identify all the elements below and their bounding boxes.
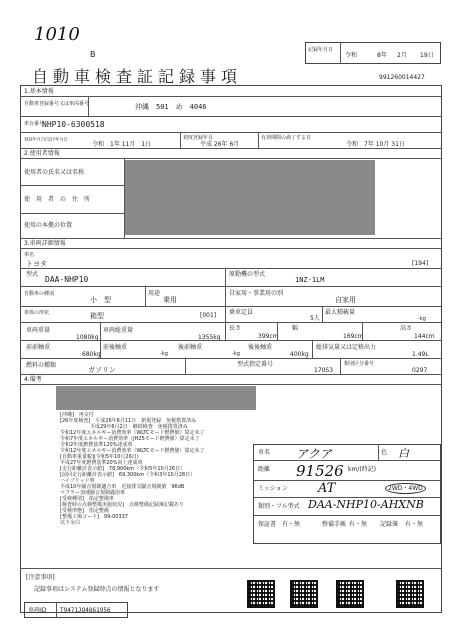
first-reg-value: 令和 1年 11月 1日 — [92, 141, 152, 148]
user-info-redaction — [125, 160, 375, 235]
expiry-label: 有効期間の満了する日 — [261, 135, 312, 141]
width-value: 169cm — [343, 333, 364, 340]
weight-value: 1080kg — [76, 334, 99, 341]
handwritten-number: 1010 — [34, 24, 80, 45]
chassis-label: 車台番号 — [24, 121, 45, 127]
fuel-value: ガソリン — [88, 366, 116, 374]
document-number: 991260014427 — [379, 74, 425, 81]
model-label: 型式 — [26, 271, 39, 278]
panel-model-label: 類別・フル型式 — [258, 503, 300, 510]
panel-warranty-value: 有・無 — [282, 521, 301, 528]
record-date-year: 8年 — [377, 52, 387, 59]
notice-text: 記録事項はシステム登録時点の情報となります — [34, 586, 160, 593]
remark-line: 平成29年6月2日 継続検査 免税措置済み — [60, 424, 188, 430]
record-date-era: 令和 — [345, 52, 358, 59]
panel-record-value: 有・無 — [405, 521, 424, 528]
fuel-label: 燃料の種類 — [26, 362, 57, 369]
length-label: 長さ — [229, 325, 242, 332]
qr-code — [290, 580, 318, 608]
gross-label: 車両総重量 — [103, 327, 134, 334]
panel-mileage-value: 91526 — [296, 462, 344, 480]
length-value: 399cm — [258, 333, 279, 340]
designation-label: 型式指定番号 — [237, 361, 274, 368]
remark-line: 令和12年度エネルギー消費効率（WLTCモード燃費値）算定未了 — [60, 430, 205, 436]
fr-axle-value: -kg — [160, 351, 168, 357]
remark-line: [沖縄] 再交付 — [60, 412, 94, 418]
remark-line: [受検形態] 指定整備 — [60, 508, 109, 514]
capacity-value: 5人 — [310, 315, 320, 322]
displacement-value: 1.49L — [412, 351, 429, 358]
remark-line: 以下余白 — [60, 520, 81, 526]
vehicle-id-label: 車両ID — [28, 607, 47, 614]
remarks-notes — [60, 412, 260, 526]
panel-warranty-label: 保証書 — [258, 521, 277, 528]
panel-model-value: DAA-NHP10-AHXNB — [308, 498, 424, 511]
weight-label: 車両重量 — [26, 327, 51, 334]
panel-manual-label: 整備手帳 — [322, 521, 347, 528]
remark-line: [26年度検査] 平成26年6月11日 新規登録 免税措置済み — [60, 418, 197, 424]
remark-line: 令和2年度燃費基準120%達成車 — [60, 442, 133, 448]
first-date-label: 初度登録年月 — [183, 135, 214, 141]
vehicle-id-value: T9471JQ4861956 — [60, 607, 111, 614]
kind-label: 自動車の種別 — [24, 291, 55, 297]
panel-mileage-label: 距離 — [258, 466, 271, 473]
base-location-label: 使用の本拠の位置 — [24, 222, 73, 229]
section2-heading: 2.使用者情報 — [24, 150, 60, 157]
rr-axle-value: 400kg — [290, 351, 309, 358]
remark-line: [走行距離計表示値] 78,900km（令和5年10月26日） — [60, 466, 186, 472]
max-load-label: 最大積載量 — [325, 309, 356, 316]
remarks-redaction — [56, 386, 256, 410]
remark-line: [受検種別] 指定整備車 — [60, 496, 114, 502]
record-date-month: 2月 — [397, 52, 407, 59]
record-date-day: 19日 — [420, 52, 434, 59]
panel-drive-value: 2WD・4WD — [385, 483, 426, 494]
class-value: 0297 — [412, 367, 428, 374]
remark-line: 令和12年度エネルギー消費効率（WLTCモード燃費値）算定未了 — [60, 448, 205, 454]
kind-value: 小 型 — [90, 296, 111, 304]
remark-line: 平成10年騒音規制適合車 近接排気騒音規制値 96dB — [60, 484, 185, 490]
width-label: 幅 — [292, 325, 299, 332]
record-date-label: 記録年月日 — [308, 47, 334, 53]
designation-value: 17053 — [314, 367, 334, 374]
panel-mileage-unit: km/(時記) — [348, 466, 377, 473]
qr-code — [396, 580, 424, 608]
rf-axle-value: -kg — [232, 351, 240, 357]
panel-color-label: 色 — [381, 449, 388, 456]
qr-code — [247, 580, 275, 608]
maker-label: 車名 — [24, 252, 35, 258]
first-reg-label: 登録年月日/交付年月日 — [24, 137, 68, 143]
reg-number-label: 自動車登録番号又は車両番号 — [24, 101, 90, 107]
shape-code: [001] — [200, 312, 217, 319]
remark-line: マフラー加速騒音規制適用車 — [60, 490, 126, 496]
user-name-label: 使用者の氏名又は名称 — [24, 169, 85, 176]
notice-heading: [注意事項] — [26, 574, 55, 581]
maker-value: トヨタ — [26, 260, 47, 268]
qr-code — [336, 580, 364, 608]
remark-line: ハイブリッド車 — [60, 478, 95, 484]
height-label: 高さ — [400, 325, 413, 332]
first-date-value: 平成 26年 6月 — [200, 141, 240, 148]
use-label: 用途 — [148, 290, 161, 297]
private-value: 自家用 — [335, 296, 356, 304]
form-letter: B — [90, 50, 96, 59]
private-label: 自家用・事業用の別 — [229, 290, 284, 297]
reg-number-value: 沖縄 501 め 4046 — [135, 103, 207, 111]
dealer-panel — [253, 444, 441, 544]
engine-label: 原動機の型式 — [229, 271, 266, 278]
page-title: 自動車検査証記録事項 — [32, 67, 243, 86]
remark-line: [自動車重量税](令和5年10月26日) — [60, 454, 139, 460]
shape-label: 車体の形状 — [24, 310, 50, 316]
engine-value: 1NZ-1LM — [295, 276, 325, 284]
displacement-label: 総排気量又は定格出力 — [316, 344, 377, 351]
ff-axle-label: 前前軸重 — [26, 344, 51, 351]
shape-value: 箱型 — [90, 312, 104, 320]
rf-axle-label: 後前軸重 — [178, 344, 203, 351]
section4-heading: 4.備考 — [24, 376, 42, 383]
max-load-value: -kg — [418, 316, 426, 322]
panel-name-label: 車名 — [258, 449, 271, 456]
ff-axle-value: 680kg — [82, 351, 101, 358]
maker-code: [194] — [412, 260, 429, 267]
panel-manual-value: 有・無 — [349, 521, 368, 528]
remark-line: [整備工場コード] 99-00337 — [60, 514, 128, 520]
rr-axle-label: 後後軸重 — [248, 344, 273, 351]
remark-line: [前回走行距離計表示値] 69,300km（令和3年10月28日） — [60, 472, 196, 478]
panel-mission-label: ミッション — [258, 485, 288, 492]
panel-name-value: アクア — [296, 447, 332, 461]
fr-axle-label: 前後軸重 — [103, 344, 128, 351]
expiry-value: 令和 7年 10月 31日 — [346, 141, 405, 148]
remark-line: 平成27年度燃費基準20%向上達成車 — [60, 460, 143, 466]
height-value: 144cm — [414, 333, 435, 340]
remark-line: 令和7年度エネルギー消費効率（JH25モード燃費値）算定未了 — [60, 436, 200, 442]
panel-mission-value: AT — [318, 481, 336, 496]
gross-value: 1355kg — [198, 334, 221, 341]
use-value: 乗用 — [163, 296, 177, 304]
panel-color-value: 白 — [398, 447, 409, 460]
class-label: 類別区分番号 — [344, 361, 375, 367]
capacity-label: 乗車定員 — [229, 309, 254, 316]
chassis-value: NHP10-6300518 — [42, 120, 105, 129]
section3-heading: 3.車両詳細情報 — [24, 240, 66, 247]
panel-record-label: 記録簿 — [380, 521, 399, 528]
model-value: DAA-NHP10 — [45, 275, 89, 284]
remark-line: [検査時の点検整備実施状況] 点検整備記録簿記載あり — [60, 502, 184, 508]
section1-heading: 1.基本情報 — [24, 88, 54, 95]
user-address-label: 使 用 者 の 住 所 — [24, 196, 91, 203]
